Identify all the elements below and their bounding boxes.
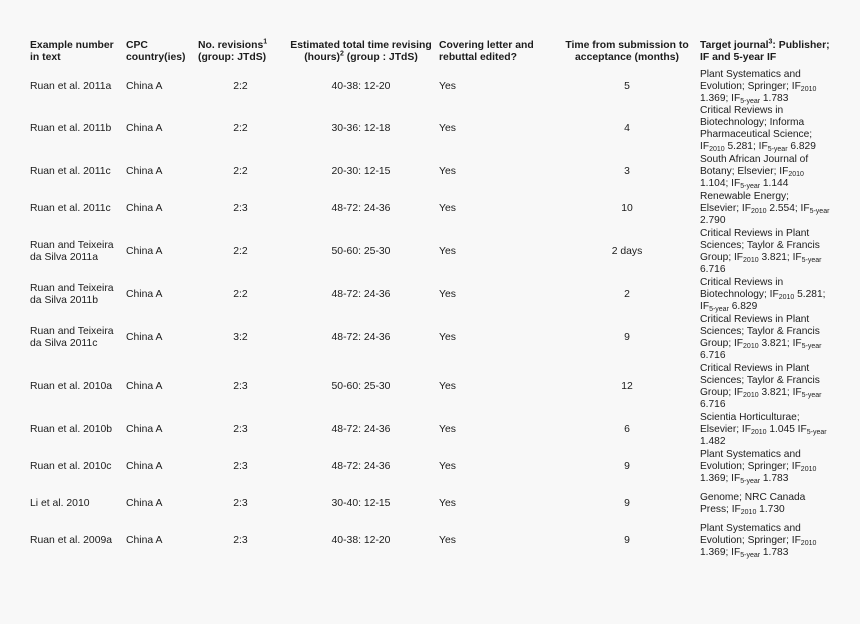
cell-revisions: 2:2: [233, 123, 248, 134]
cell-cpc: China A: [126, 380, 163, 392]
cell-revisions: 2:3: [233, 460, 248, 472]
cell-cpc: China A: [126, 288, 163, 300]
cell-time-revising: 30-36: 12-18: [331, 123, 391, 134]
cell-target-journal: Scientia Horticulturae; Elsevier; $IF_{2010}$ 1.045 $IF_{5-year}$ 1.482: [700, 411, 827, 447]
table-row: [27, 485, 837, 522]
cell-time-revising: 48-72: 24-36: [331, 202, 391, 214]
cell-covering-letter: Yes: [439, 423, 456, 435]
cell-time-revising: 48-72: 24-36: [331, 460, 391, 472]
header-target-journal: Target journal$^3$: Publisher; IF and 5-year IF: [700, 38, 830, 63]
cell-example: Ruan and Teixeira da Silva 2011a: [30, 239, 114, 263]
cell-revisions: 2:2: [233, 165, 248, 177]
cell-target-journal: Critical Reviews in Plant Sciences; Taylor & Francis Group; $IF_{2010}$ 3.821; $IF_{5-year}$ 6.716: [700, 313, 822, 361]
cell-cpc: China A: [126, 423, 163, 435]
cell-example: Ruan et al. 2010c: [30, 460, 112, 472]
cell-time-acceptance: 9: [624, 460, 630, 472]
header-row: [27, 40, 837, 68]
cell-example: Ruan et al. 2010a: [30, 380, 113, 392]
cell-target-journal: Plant Systematics and Evolution; Springer; $IF_{2010}$ 1.369; $IF_{5-year}$ 1.783: [700, 68, 817, 105]
cell-covering-letter: Yes: [439, 331, 456, 343]
table-row: [27, 153, 837, 190]
cell-target-journal: Plant Systematics and Evolution; Springer; $IF_{2010}$ 1.369; $IF_{5-year}$ 1.783: [700, 448, 817, 485]
cell-time-revising: 40-38: 12-20: [331, 534, 391, 546]
header-example: Example number in text: [30, 40, 114, 63]
cell-example: Ruan et al. 2009a: [30, 534, 113, 546]
cell-time-acceptance: 5: [624, 80, 630, 92]
cell-time-acceptance: 9: [624, 534, 630, 546]
cell-time-acceptance: 9: [624, 497, 630, 509]
cell-revisions: 3:2: [233, 331, 248, 343]
cell-cpc: China A: [126, 202, 163, 214]
cell-cpc: China A: [126, 331, 163, 343]
cell-revisions: 2:2: [233, 245, 248, 257]
cell-revisions: 2:3: [233, 423, 248, 435]
cell-target-journal: South African Journal of Botany; Elsevier; $IF_{2010}$ 1.104; $IF_{5-year}$ 1.144: [700, 153, 809, 190]
cell-covering-letter: Yes: [439, 80, 456, 92]
cell-target-journal: Critical Reviews in Biotechnology; Informa Pharmaceutical Science; $IF_{2010}$ 5.281; $IF_{5-year}$ 6.829: [700, 105, 816, 153]
cell-cpc: China A: [126, 245, 163, 257]
table-row: [27, 276, 837, 313]
cell-example: Ruan et al. 2011c: [30, 165, 111, 177]
cell-revisions: 2:3: [233, 202, 248, 214]
cell-covering-letter: Yes: [439, 534, 456, 546]
cell-target-journal: Critical Reviews in Plant Sciences; Taylor & Francis Group; $IF_{2010}$ 3.821; $IF_{5-year}$ 6.716: [700, 362, 822, 410]
cell-cpc: China A: [126, 497, 163, 509]
cell-time-revising: 48-72: 24-36: [331, 423, 391, 435]
cell-covering-letter: Yes: [439, 460, 456, 472]
cell-target-journal: Critical Reviews in Biotechnology; $IF_{2010}$ 5.281; $IF_{5-year}$ 6.829: [700, 276, 826, 313]
cell-time-acceptance: 12: [621, 380, 633, 392]
cell-cpc: China A: [126, 165, 163, 177]
cell-time-acceptance: 4: [624, 123, 630, 134]
cell-example: Li et al. 2010: [30, 497, 90, 509]
header-covering-letter: Covering letter and rebuttal edited?: [439, 40, 534, 63]
cell-time-acceptance: 2 days: [611, 245, 643, 257]
cell-covering-letter: Yes: [439, 245, 456, 257]
cell-time-acceptance: 10: [621, 202, 633, 214]
cell-covering-letter: Yes: [439, 123, 456, 134]
header-time-acceptance: Time from submission to acceptance (months): [565, 40, 689, 63]
table-row: [27, 411, 837, 448]
cell-revisions: 2:3: [233, 380, 248, 392]
cell-covering-letter: Yes: [439, 288, 456, 300]
cell-example: Ruan et al. 2011b: [30, 123, 112, 134]
cell-covering-letter: Yes: [439, 165, 456, 177]
cell-cpc: China A: [126, 80, 163, 92]
cell-cpc: China A: [126, 534, 163, 546]
table-row: [27, 190, 837, 227]
cell-example: Ruan et al. 2010b: [30, 423, 113, 435]
table-row: [27, 362, 837, 411]
cell-revisions: 2:2: [233, 80, 248, 92]
cell-target-journal: Genome; NRC Canada Press; $IF_{2010}$ 1.730: [700, 491, 806, 516]
header-revisions: No. revisions$^1$ (group: JTdS): [198, 38, 268, 63]
table-row: [27, 105, 837, 153]
cell-time-revising: 48-72: 24-36: [331, 288, 391, 300]
cell-target-journal: Renewable Energy; Elsevier; $IF_{2010}$ 2.554; $IF_{5-year}$ 2.790: [700, 190, 830, 226]
cell-example: Ruan and Teixeira da Silva 2011c: [30, 325, 114, 349]
cell-time-acceptance: 6: [624, 423, 630, 435]
cell-time-revising: 40-38: 12-20: [331, 80, 391, 92]
cell-time-revising: 50-60: 25-30: [331, 380, 391, 392]
cell-revisions: 2:3: [233, 534, 248, 546]
cell-cpc: China A: [126, 460, 163, 472]
cell-time-acceptance: 2: [624, 288, 630, 300]
cell-time-acceptance: 9: [624, 331, 630, 343]
cell-target-journal: Plant Systematics and Evolution; Springer; $IF_{2010}$ 1.369; $IF_{5-year}$ 1.783: [700, 522, 817, 559]
cell-example: Ruan and Teixeira da Silva 2011b: [30, 282, 114, 306]
header-cpc: CPC country(ies): [126, 40, 186, 63]
cell-example: Ruan et al. 2011c: [30, 202, 111, 214]
cell-time-revising: 48-72: 24-36: [331, 331, 391, 343]
cell-covering-letter: Yes: [439, 380, 456, 392]
cell-revisions: 2:3: [233, 497, 248, 509]
cell-time-acceptance: 3: [624, 165, 630, 177]
cell-revisions: 2:2: [233, 288, 248, 300]
cell-target-journal: Critical Reviews in Plant Sciences; Taylor & Francis Group; $IF_{2010}$ 3.821; $IF_{5-year}$ 6.716: [700, 227, 822, 275]
cell-time-revising: 50-60: 25-30: [331, 245, 391, 257]
cell-time-revising: 30-40: 12-15: [331, 497, 391, 509]
table-row: [27, 522, 837, 559]
table-row: [27, 227, 837, 276]
data-table: [27, 40, 837, 559]
cell-covering-letter: Yes: [439, 497, 456, 509]
table-row: [27, 313, 837, 362]
cell-example: Ruan et al. 2011a: [30, 80, 112, 92]
header-time-revising: Estimated total time revising (hours)$^2$ (group : JTdS): [290, 40, 432, 63]
table-row: [27, 448, 837, 485]
table-row: [27, 68, 837, 105]
cell-covering-letter: Yes: [439, 202, 456, 214]
cell-time-revising: 20-30: 12-15: [331, 165, 391, 177]
cell-cpc: China A: [126, 123, 163, 134]
